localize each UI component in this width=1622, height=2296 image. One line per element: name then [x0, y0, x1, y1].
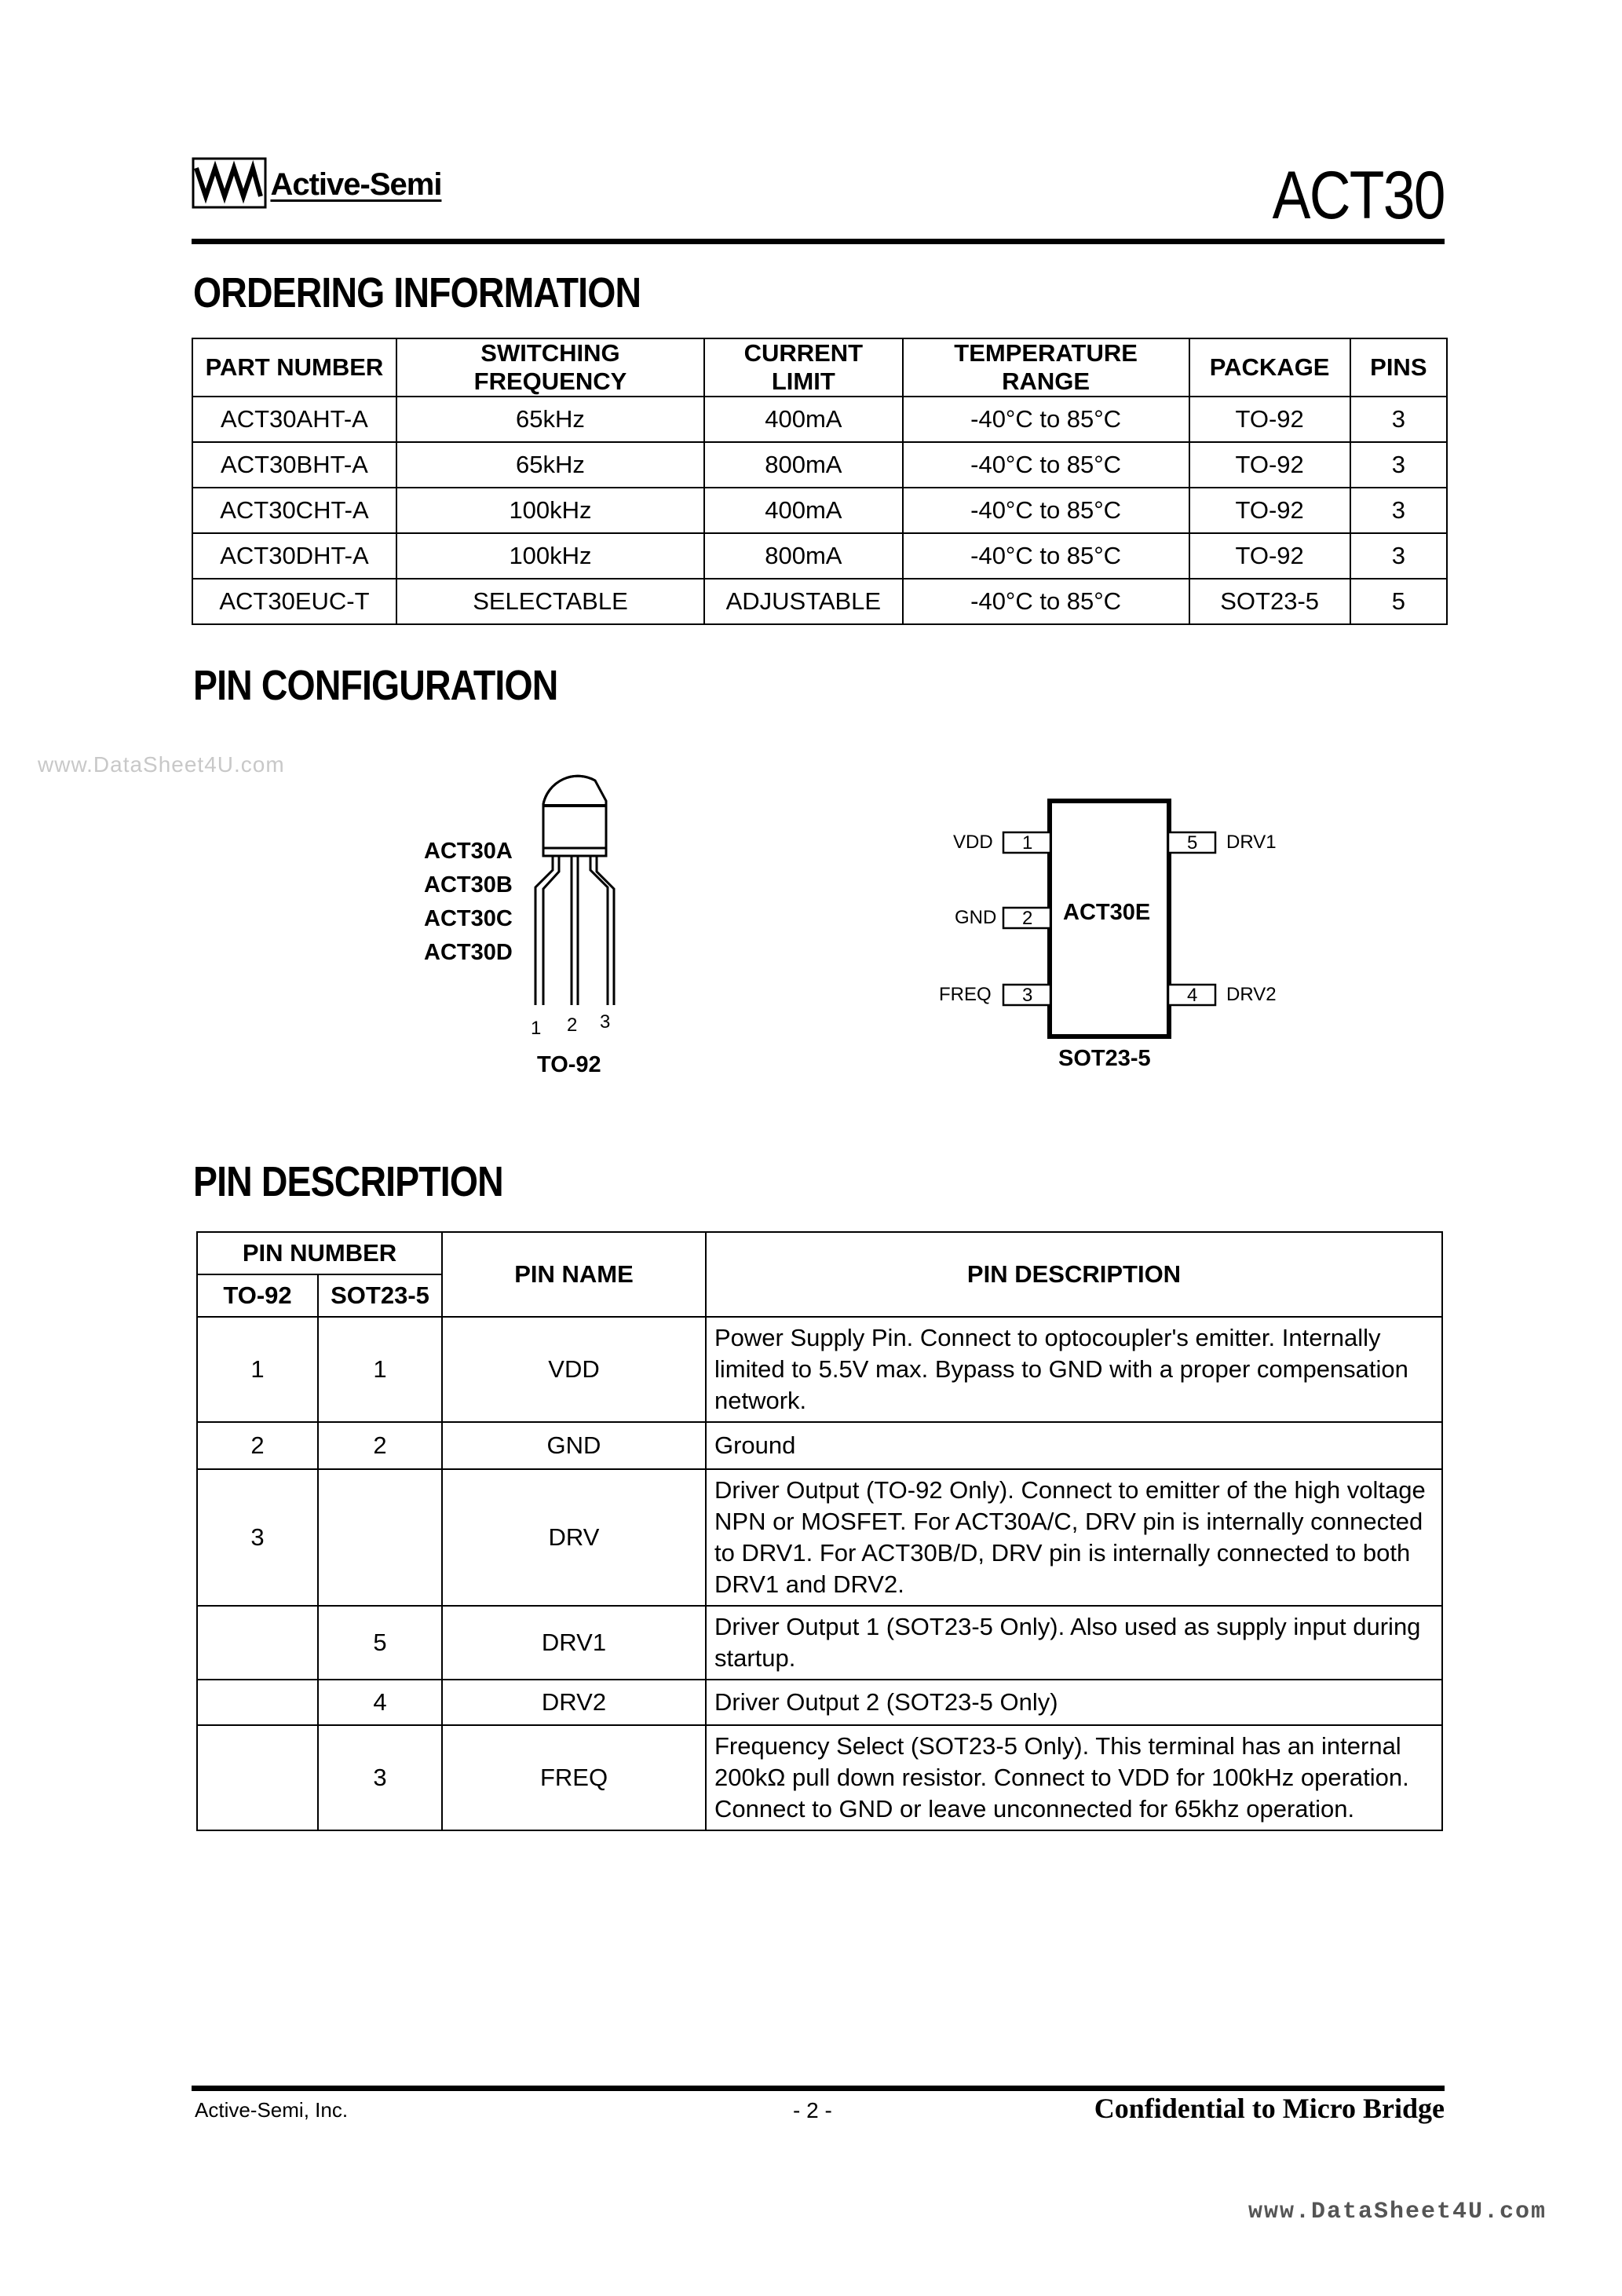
sot23-package-label: SOT23-5 [1058, 1046, 1151, 1071]
ordering-section-heading [193, 269, 714, 317]
table-cell: 3 [197, 1469, 318, 1606]
table-cell: 400mA [704, 488, 903, 533]
table-cell: 5 [1350, 579, 1447, 624]
table-row [192, 397, 1447, 442]
table-cell: VDD [442, 1317, 706, 1422]
footer-divider [192, 2086, 1445, 2091]
table-cell: 3 [1350, 488, 1447, 533]
pin-name-header: PIN NAME [442, 1232, 706, 1317]
table-row [192, 442, 1447, 488]
ordering-header-cell: CURRENT LIMIT [704, 338, 903, 397]
pin-config-section-heading [193, 661, 617, 710]
sot23-pin-number: 1 [1022, 832, 1033, 854]
table-cell: 3 [1350, 442, 1447, 488]
table-cell: Driver Output (TO-92 Only). Connect to emitter of the high voltage NPN or MOSFET. For ACT30A/C, DRV pin is internally connected to DRV1. For ACT30B/D, DRV pin is internally connected to both DRV1 and DRV2. [706, 1469, 1442, 1606]
sot23-pin-number: 4 [1187, 985, 1198, 1006]
to92-pin-number: 2 [567, 1015, 578, 1036]
pin-desc-header: PIN DESCRIPTION [706, 1232, 1442, 1317]
logo-text: Active-Semi [270, 167, 442, 202]
to92-part-label: ACT30D [424, 940, 513, 965]
sot23-pin-name: DRV2 [1226, 984, 1277, 1005]
pin-config-title: PIN CONFIGURATION [193, 662, 558, 709]
table-cell: 2 [197, 1422, 318, 1469]
table-cell [318, 1469, 442, 1606]
table-cell: 3 [1350, 397, 1447, 442]
to92-pin-number: 1 [531, 1018, 542, 1039]
table-cell: 5 [318, 1606, 442, 1680]
table-cell: 100kHz [396, 533, 704, 579]
table-cell: Power Supply Pin. Connect to optocoupler's emitter. Internally limited to 5.5V max. Bypass to GND with a proper compensation network. [706, 1317, 1442, 1422]
table-cell: 2 [318, 1422, 442, 1469]
sot23-subheader: SOT23-5 [318, 1274, 442, 1317]
sot23-pin-name: VDD [953, 832, 993, 853]
ordering-header-cell: PACKAGE [1189, 338, 1350, 397]
ordering-header-cell: TEMPERATURE RANGE [903, 338, 1189, 397]
table-cell: 65kHz [396, 442, 704, 488]
table-row [197, 1469, 1442, 1606]
sot23-diagram [926, 793, 1303, 1076]
table-cell: 400mA [704, 397, 903, 442]
table-row [197, 1680, 1442, 1725]
table-cell: TO-92 [1189, 533, 1350, 579]
table-cell: Frequency Select (SOT23-5 Only). This terminal has an internal 200kΩ pull down resistor. Connect to VDD for 100kHz operation. Connect to GND or leave unconnected for 65khz operation. [706, 1725, 1442, 1830]
document-title: ACT30 [1272, 158, 1445, 233]
table-cell: Ground [706, 1422, 1442, 1469]
table-cell: 800mA [704, 533, 903, 579]
table-cell: 1 [197, 1317, 318, 1422]
to92-part-label: ACT30B [424, 872, 513, 898]
table-cell: 65kHz [396, 397, 704, 442]
to92-package-drawing [424, 770, 628, 1036]
page-number: - 2 - [793, 2098, 832, 2122]
table-cell: ACT30DHT-A [192, 533, 396, 579]
sot23-pin-number: 3 [1022, 985, 1033, 1006]
table-cell: 100kHz [396, 488, 704, 533]
table-cell: Driver Output 2 (SOT23-5 Only) [706, 1680, 1442, 1725]
table-cell: Driver Output 1 (SOT23-5 Only). Also used as supply input during startup. [706, 1606, 1442, 1680]
table-cell: ACT30EUC-T [192, 579, 396, 624]
table-cell: 1 [318, 1317, 442, 1422]
table-cell: ADJUSTABLE [704, 579, 903, 624]
sot23-chip-label: ACT30E [1063, 900, 1151, 925]
sot23-pin-number: 2 [1022, 908, 1033, 929]
header-divider [192, 239, 1445, 244]
to92-pin-number: 3 [600, 1011, 611, 1033]
sot23-pin-name: FREQ [939, 984, 992, 1005]
table-cell: -40°C to 85°C [903, 488, 1189, 533]
sot23-pin-name: DRV1 [1226, 832, 1277, 853]
watermark-top: www.DataSheet4U.com [38, 752, 285, 777]
table-row [197, 1725, 1442, 1830]
table-cell: TO-92 [1189, 397, 1350, 442]
table-cell [197, 1680, 318, 1725]
ordering-header-cell: SWITCHING FREQUENCY [396, 338, 704, 397]
table-cell: ACT30AHT-A [192, 397, 396, 442]
ordering-table [192, 338, 1448, 625]
table-cell: DRV2 [442, 1680, 706, 1725]
table-cell: -40°C to 85°C [903, 579, 1189, 624]
to92-part-label: ACT30C [424, 906, 513, 931]
table-cell [197, 1725, 318, 1830]
sot23-pin-name: GND [955, 907, 997, 928]
table-cell: ACT30BHT-A [192, 442, 396, 488]
table-row [192, 488, 1447, 533]
table-cell: ACT30CHT-A [192, 488, 396, 533]
watermark-bottom[interactable]: www.DataSheet4U.com [1248, 2199, 1547, 2225]
table-row [192, 579, 1447, 624]
pin-number-header: PIN NUMBER [197, 1232, 442, 1274]
logo-wave-icon [192, 157, 267, 213]
to92-package-label: TO-92 [537, 1052, 601, 1077]
table-cell: -40°C to 85°C [903, 397, 1189, 442]
to92-part-label: ACT30A [424, 839, 513, 864]
pin-description-table [196, 1231, 1443, 1831]
table-cell: SOT23-5 [1189, 579, 1350, 624]
pin-description-title: PIN DESCRIPTION [193, 1158, 503, 1205]
table-cell: GND [442, 1422, 706, 1469]
footer-company: Active-Semi, Inc. [195, 2098, 349, 2122]
ordering-header-row [192, 338, 1447, 397]
table-cell: 3 [1350, 533, 1447, 579]
table-row [197, 1606, 1442, 1680]
table-cell: TO-92 [1189, 488, 1350, 533]
table-cell [197, 1606, 318, 1680]
company-logo [192, 157, 441, 213]
pin-description-section-heading [193, 1157, 553, 1206]
sot23-pin-number: 5 [1187, 832, 1198, 854]
table-cell: DRV [442, 1469, 706, 1606]
to92-subheader: TO-92 [197, 1274, 318, 1317]
ordering-title: ORDERING INFORMATION [193, 269, 641, 316]
table-cell: 3 [318, 1725, 442, 1830]
table-cell: FREQ [442, 1725, 706, 1830]
ordering-header-cell: PART NUMBER [192, 338, 396, 397]
table-cell: TO-92 [1189, 442, 1350, 488]
confidential-notice: Confidential to Micro Bridge [1094, 2093, 1445, 2124]
table-row [197, 1422, 1442, 1469]
table-cell: 4 [318, 1680, 442, 1725]
table-row [192, 533, 1447, 579]
table-cell: -40°C to 85°C [903, 533, 1189, 579]
ordering-header-cell: PINS [1350, 338, 1447, 397]
table-cell: DRV1 [442, 1606, 706, 1680]
table-cell: 800mA [704, 442, 903, 488]
table-cell: SELECTABLE [396, 579, 704, 624]
pin-description-header-row [197, 1232, 1442, 1274]
to92-diagram [424, 770, 628, 1084]
table-row [197, 1317, 1442, 1422]
table-cell: -40°C to 85°C [903, 442, 1189, 488]
